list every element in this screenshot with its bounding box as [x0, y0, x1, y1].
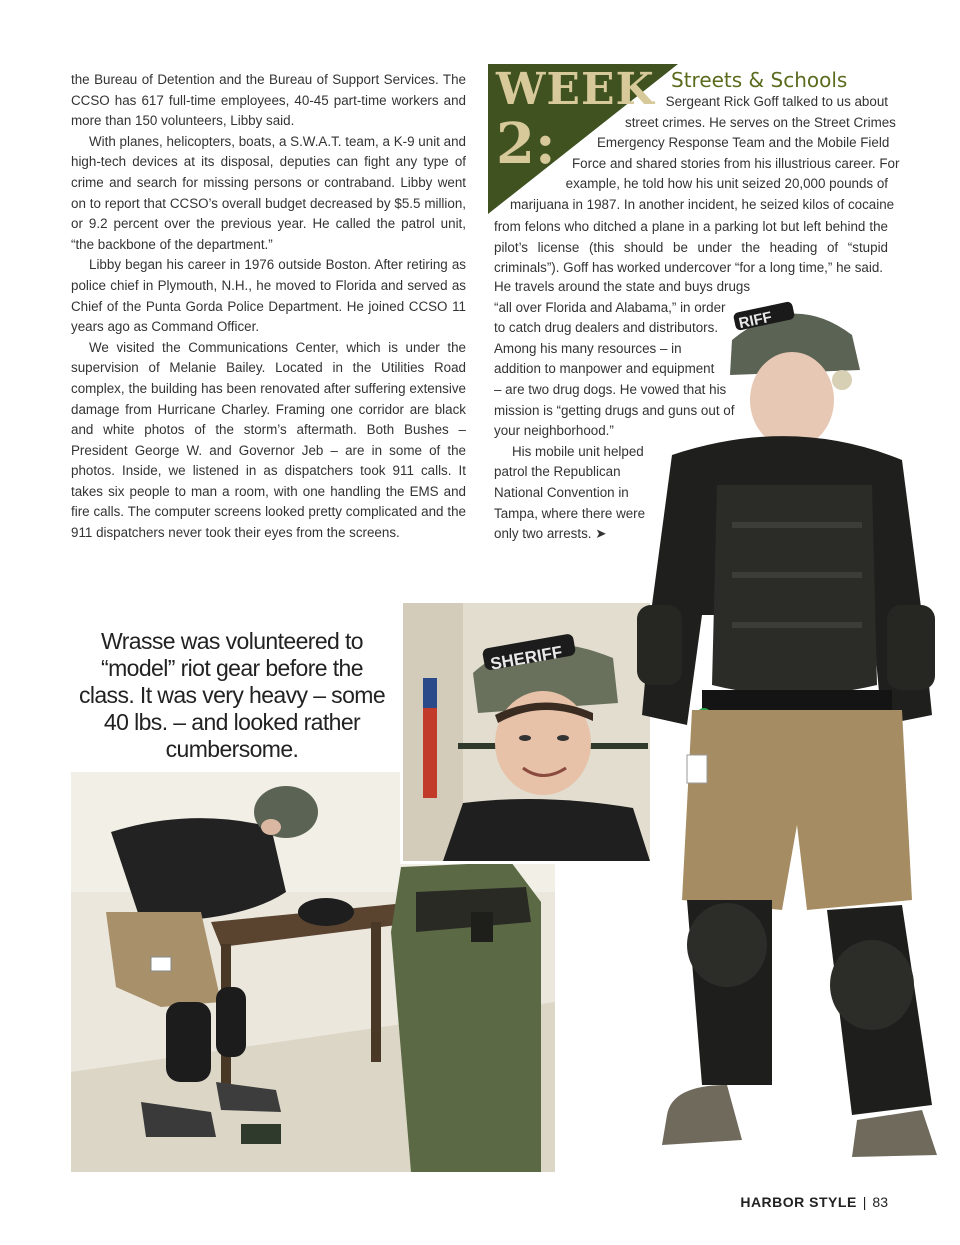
paragraph: the Bureau of Detention and the Bureau of Support Services. The CCSO has 617 full-time employees, 40-45 part-time workers and more than 150 volunteers, Libby said.	[71, 72, 466, 129]
week-label: WEEK	[496, 64, 655, 115]
page-footer	[740, 1194, 888, 1210]
right-text-line: patrol the Republican	[494, 464, 621, 480]
photo-riot-gear-standing	[632, 285, 942, 1165]
photo-caption: Wrasse was volunteered to “model” riot gear before the class. It was very heavy – some 40 lbs. – and looked rather cumbersome.	[78, 628, 386, 762]
right-text-line: – are two drug dogs. He vowed that his	[494, 382, 727, 397]
right-text-line: your neighborhood.”	[494, 423, 614, 439]
left-column	[71, 70, 466, 544]
right-text-line: to catch drug dealers and distributors.	[494, 320, 719, 336]
right-text-line: street crimes. He serves on the Street Crimes	[625, 114, 896, 130]
right-text-line: Sergeant Rick Goff talked to us about	[665, 94, 888, 109]
paragraph: With planes, helicopters, boats, a S.W.A.T. team, a K-9 unit and high-tech devices at its disposal, deputies can fight any type of crime and search for missing persons or contraband. Libby went on to report that CCSO’s overall budget decreased by $5.5 million, or 9.2 percent over the previous year. He called the patrol unit, “the backbone of the department.”	[71, 133, 466, 252]
helmet-label-partial: RIFF	[737, 308, 774, 333]
photo-closeup-sheriff-helmet	[400, 600, 653, 864]
week-number: 2:	[496, 111, 556, 177]
right-text-line: Tampa, where there were	[494, 505, 646, 521]
right-text-line: National Convention in	[494, 485, 629, 500]
right-text-line: He travels around the state and buys drugs	[494, 279, 751, 294]
right-text-line: Among his many resources – in	[494, 340, 682, 356]
paragraph: We visited the Communications Center, which is under the supervision of Melanie Bailey. Located in the Utilities Road complex, the building has been renovated after suffering extensive damage from Hurricane Charley. Framing one corridor are black and white photos of the storm’s aftermath. Both Bushes – President George W. and Governor Jeb – are in some of the photos. Inside, we listened in as dispatchers took 911 calls. It takes six people to man a room, with one handling the EMS and fire calls. The computer screens looked pretty complicated and the 911 dispatchers never took their eyes from the screens.	[71, 339, 466, 541]
right-text-line: marijuana in 1987. In another incident, he seized kilos of cocaine	[510, 197, 895, 212]
right-text-line: Force and shared stories from his illustrious career. For	[572, 155, 900, 171]
right-text-line: Emergency Response Team and the Mobile Field	[597, 135, 890, 151]
page-number: 83	[872, 1194, 888, 1210]
paragraph: Libby began his career in 1976 outside Boston. After retiring as police chief in Plymouth, N.H., he moved to Florida and served as Chief of the Punta Gorda Police Department. He joined CCSO 11 years ago as Command Officer.	[71, 257, 466, 335]
helmet-label: SHERIFF	[488, 642, 564, 674]
footer-separator: |	[862, 1194, 867, 1210]
right-text-line: only two arrests. ➤	[494, 526, 607, 542]
magazine-name: HARBOR STYLE	[740, 1194, 857, 1210]
right-text-line: “all over Florida and Alabama,” in order	[494, 299, 726, 315]
right-text-line: His mobile unit helped	[512, 443, 644, 459]
section-title: Streets & Schools	[671, 68, 848, 92]
right-text-line: example, he told how his unit seized 20,000 pounds of	[565, 176, 888, 192]
right-text-full: from felons who ditched a plane in a parking lot but left behind the pilot’s license (this should be under the heading of “stupid criminals”). Goff has worked undercover “for a long time,” he said.	[494, 219, 888, 276]
right-text-line: mission is “getting drugs and guns out of	[494, 402, 735, 418]
right-text-line: addition to manpower and equipment	[494, 361, 715, 377]
